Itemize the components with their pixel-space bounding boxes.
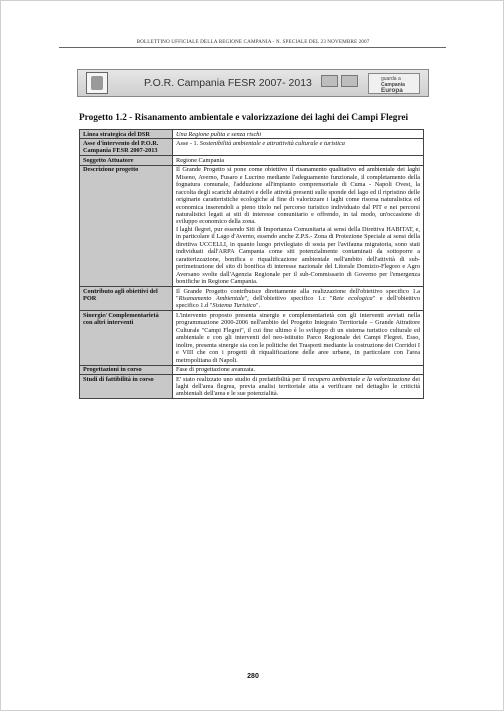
row-label: Contributo agli obiettivi del POR xyxy=(80,287,173,311)
logo-line-1: Campania xyxy=(381,82,405,88)
table-row xyxy=(80,365,424,374)
row-value xyxy=(173,375,424,399)
table-row xyxy=(80,165,424,286)
row-label: Studi di fattibilità in corso xyxy=(80,375,173,399)
row-label: Asse d'intervento del P.O.R. Campania FESR 2007-2013 xyxy=(80,139,173,156)
row-value xyxy=(173,139,424,156)
asse-title: Sostenibilità ambientale e attrattività culturale e turistica xyxy=(199,139,345,147)
row-value: Una Regione pulita e senza rischi xyxy=(173,130,424,139)
banner-title: P.O.R. Campania FESR 2007- 2013 xyxy=(144,77,312,89)
table-row xyxy=(80,287,424,311)
section-title: Progetto 1.2 - Risanamento ambientale e valorizzazione dei laghi dei Campi Flegrei xyxy=(79,113,409,123)
row-value xyxy=(173,165,424,286)
project-table xyxy=(79,129,424,399)
header-rule xyxy=(59,47,446,48)
logo-line-3: Europa xyxy=(381,87,403,94)
objective-1a: Risanamento Ambientale xyxy=(178,295,245,303)
table-row xyxy=(80,156,424,165)
description-paragraph-2: I laghi flegrei, pur essendo Siti di Importanza Comunitaria ai sensi della Direttiva HABITAT, e, in particolare il Lago d'Averno, essendo anche Z.P.S.- Zona di Protezione Speciale ai sensi della direttiva UCCELLI, in quanto luogo privilegiato di sosta per l'avifauna migratoria, sono stati individuati dall'ARPA Campania come siti potenzialmente contaminati da sottoporre a caratterizzazione, bonifica e riqualificazione ambientale nell'ambito dell'attività di sub-perimetrazione del sito di bonifica di interesse nazionale del Litorale Domizio-Flegreo e Agro Aversano svolte dall'Agenzia Regionale per il sub-Commissario di Governo per l'emergenza bonifiche in Regione Campania. xyxy=(176,225,420,286)
page-number: 280 xyxy=(247,673,259,680)
text-segment: ". xyxy=(255,302,261,310)
text-segment: E' stato realizzato uno studio di prefattibilità per il xyxy=(176,375,308,383)
objective-1d: Sistema Turistico xyxy=(212,302,256,310)
objective-1c: Rete ecologica xyxy=(332,295,373,303)
table-row xyxy=(80,311,424,365)
row-label: Linea strategica del DSR xyxy=(80,130,173,139)
description-paragraph-1: Il Grande Progetto si pone come obiettivo il risanamento qualitativo ed ambientale dei laghi Miseno, Averno, Fusaro e Lucrino mediante l'adeguamento funzionale, il completamento della fognatura comunale, l'adduzione all'impianto comprensoriale di Cuma - Napoli Ovest, la raccolta degli scarichi abitativi e delle attività presenti sulle sponde del lago ed il ripristino delle originarie caratteristiche ecologiche al fine di valorizzare i laghi come risorsa naturalistica ed economica inserendoli a pieno titolo nel percorso turistico individuato dal PIT e nei percorsi naturalistici legati ai siti di interesse comunitario e offrendo, in tal modo, un'occasione di sviluppo economico della zona. xyxy=(176,166,420,226)
row-label: Soggetto Attuatore xyxy=(80,156,173,165)
row-label: Sinergie/ Complementarietà con altri interventi xyxy=(80,311,173,365)
text-segment: " e dell'obiettivo specifico 1.d " xyxy=(176,295,420,310)
row-value xyxy=(173,287,424,311)
row-label: Progettazioni in corso xyxy=(80,365,173,374)
table-row xyxy=(80,130,424,139)
region-logo-icon xyxy=(86,72,108,94)
italy-flag-icon xyxy=(341,75,358,87)
running-header: BOLLETTINO UFFICIALE DELLA REGIONE CAMPANIA - N. SPECIALE DEL 23 NOVEMBRE 2007 xyxy=(136,39,370,45)
logo-line-2: guarda a xyxy=(381,76,401,82)
text-segment: ", dell'obiettivo specifico 1.c " xyxy=(244,295,333,303)
table-row xyxy=(80,375,424,399)
por-banner xyxy=(77,69,429,97)
row-value: Regione Campania xyxy=(173,156,424,165)
campania-europa-logo xyxy=(368,73,420,94)
banner-flags xyxy=(321,75,358,87)
table-row xyxy=(80,139,424,156)
row-value: L'intervento proposto presenta sinergie e complementarietà con gli interventi avviati nella programmazione 2000-2006 nell'ambito del Progetto Integrato Territoriale – Grande Attrattore Culturale "Campi Flegrei", il cui fine ultimo è lo sviluppo di un sistema turistico culturale ed ambientale e con gli interventi del neo-istituito Parco Regionale dei Campi Flegrei. Esso, inoltre, presenta sinergie sia con le politiche dei Trasporti mediante la costruzione dei Corridoi I e VIII che con i progetti di riqualificazione delle aree urbane, in particolare con l'area metropolitana di Napoli. xyxy=(173,311,424,365)
row-value: Fase di progettazione avanzata. xyxy=(173,365,424,374)
row-label: Descrizione progetto xyxy=(80,165,173,286)
text-segment: Il Grande Progetto contribuisce direttamente alla realizzazione dell'obiettivo specifico 1.a " xyxy=(176,287,420,303)
asse-prefix: Asse - 1. xyxy=(176,139,199,147)
study-subject: recupero ambientale e la valorizzazione xyxy=(307,375,411,383)
text-segment: dei laghi dell'area flegrea, previa analisi territoriale atta a verificare nel dettaglio le criticità ambientali dell'area e le sue potenzialità. xyxy=(176,375,420,398)
eu-flag-icon xyxy=(321,75,338,87)
